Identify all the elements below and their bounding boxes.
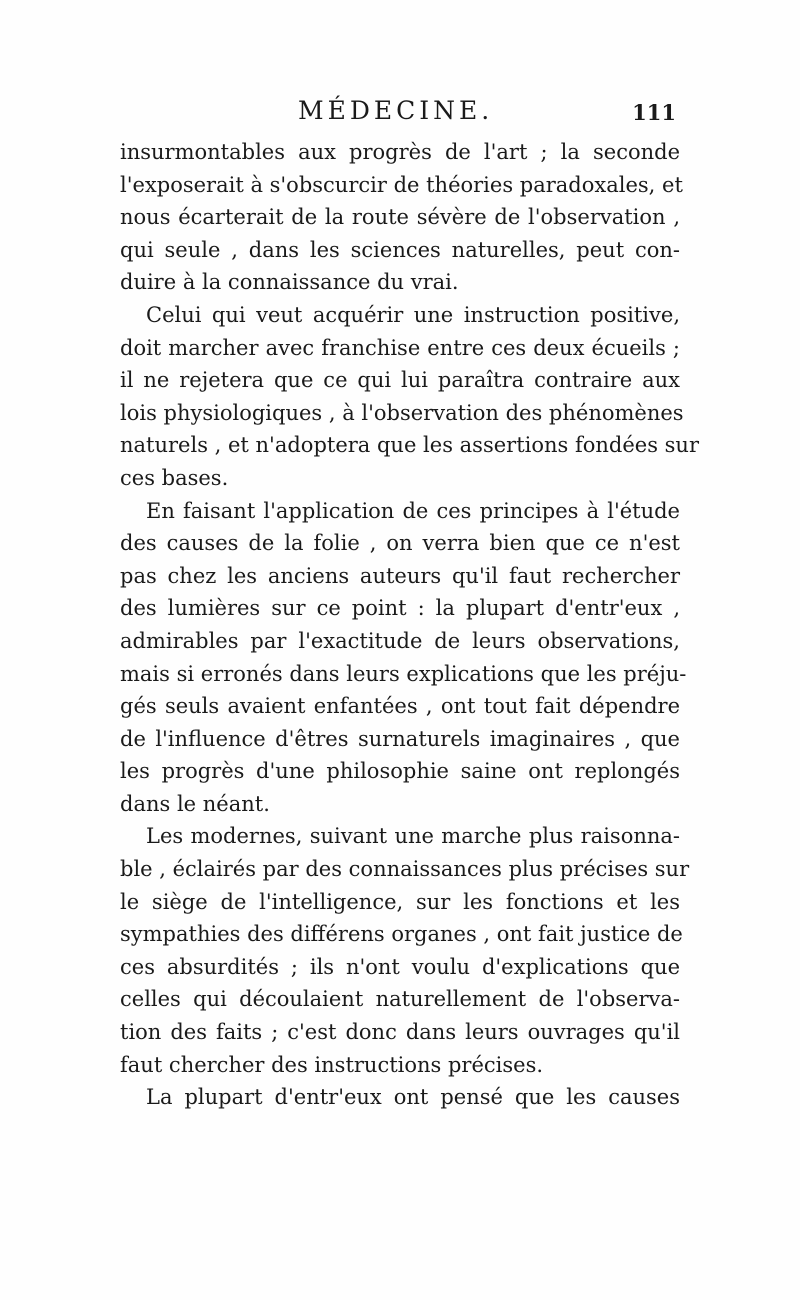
text-line: tion des faits ; c'est donc dans leurs ouvrages qu'il [120,1020,680,1045]
text-line: naturels , et n'adoptera que les assertions fondées sur [120,433,699,458]
text-line: duire à la connaissance du vrai. [120,270,459,295]
running-title: MÉDECINE. [298,96,494,125]
text-line: l'exposerait à s'obscurcir de théories paradoxales, et [120,172,683,197]
text-line: qui seule , dans les sciences naturelles, peut con- [120,237,680,262]
text-line: Celui qui veut acquérir une instruction positive, [146,302,680,327]
text-line: Les modernes, suivant une marche plus raisonna- [146,824,680,849]
text-line: En faisant l'application de ces principes à l'étude [146,498,680,523]
text-line: faut chercher des instructions précises. [120,1052,544,1077]
text-line: dans le néant. [120,791,270,816]
text-line: ces bases. [120,465,229,490]
text-line: ble , éclairés par des connaissances plus précises sur [120,857,690,882]
page-number: 111 [632,100,676,125]
text-line: de l'influence d'êtres surnaturels imaginaires , que [120,726,680,751]
text-line: des causes de la folie , on verra bien que ce n'est [120,531,680,556]
text-line: nous écarterait de la route sévère de l'observation , [120,205,680,230]
body-text [120,136,699,1114]
text-line: ces absurdités ; ils n'ont voulu d'explications que [120,954,680,979]
text-line: La plupart d'entr'eux ont pensé que les causes [146,1085,680,1110]
text-line: le siège de l'intelligence, sur les fonctions et les [120,889,680,914]
text-line: sympathies des différens organes , ont fait justice de [120,922,683,947]
page-header [120,96,680,130]
text-line: celles qui découlaient naturellement de l'observa- [120,987,680,1012]
text-line: mais si erronés dans leurs explications que les préju- [120,661,687,686]
text-line: pas chez les anciens auteurs qu'il faut rechercher [120,563,680,588]
text-line: des lumières sur ce point : la plupart d'entr'eux , [120,596,680,621]
text-line: insurmontables aux progrès de l'art ; la seconde [120,140,680,164]
text-line: admirables par l'exactitude de leurs observations, [120,628,680,653]
text-line: il ne rejetera que ce qui lui paraîtra contraire aux [120,368,680,393]
text-line: lois physiologiques , à l'observation des phénomènes [120,400,684,425]
text-line: doit marcher avec franchise entre ces deux écueils ; [120,335,680,360]
text-line: gés seuls avaient enfantées , ont tout fait dépendre [120,694,680,719]
text-line: les progrès d'une philosophie saine ont replongés [120,759,680,784]
